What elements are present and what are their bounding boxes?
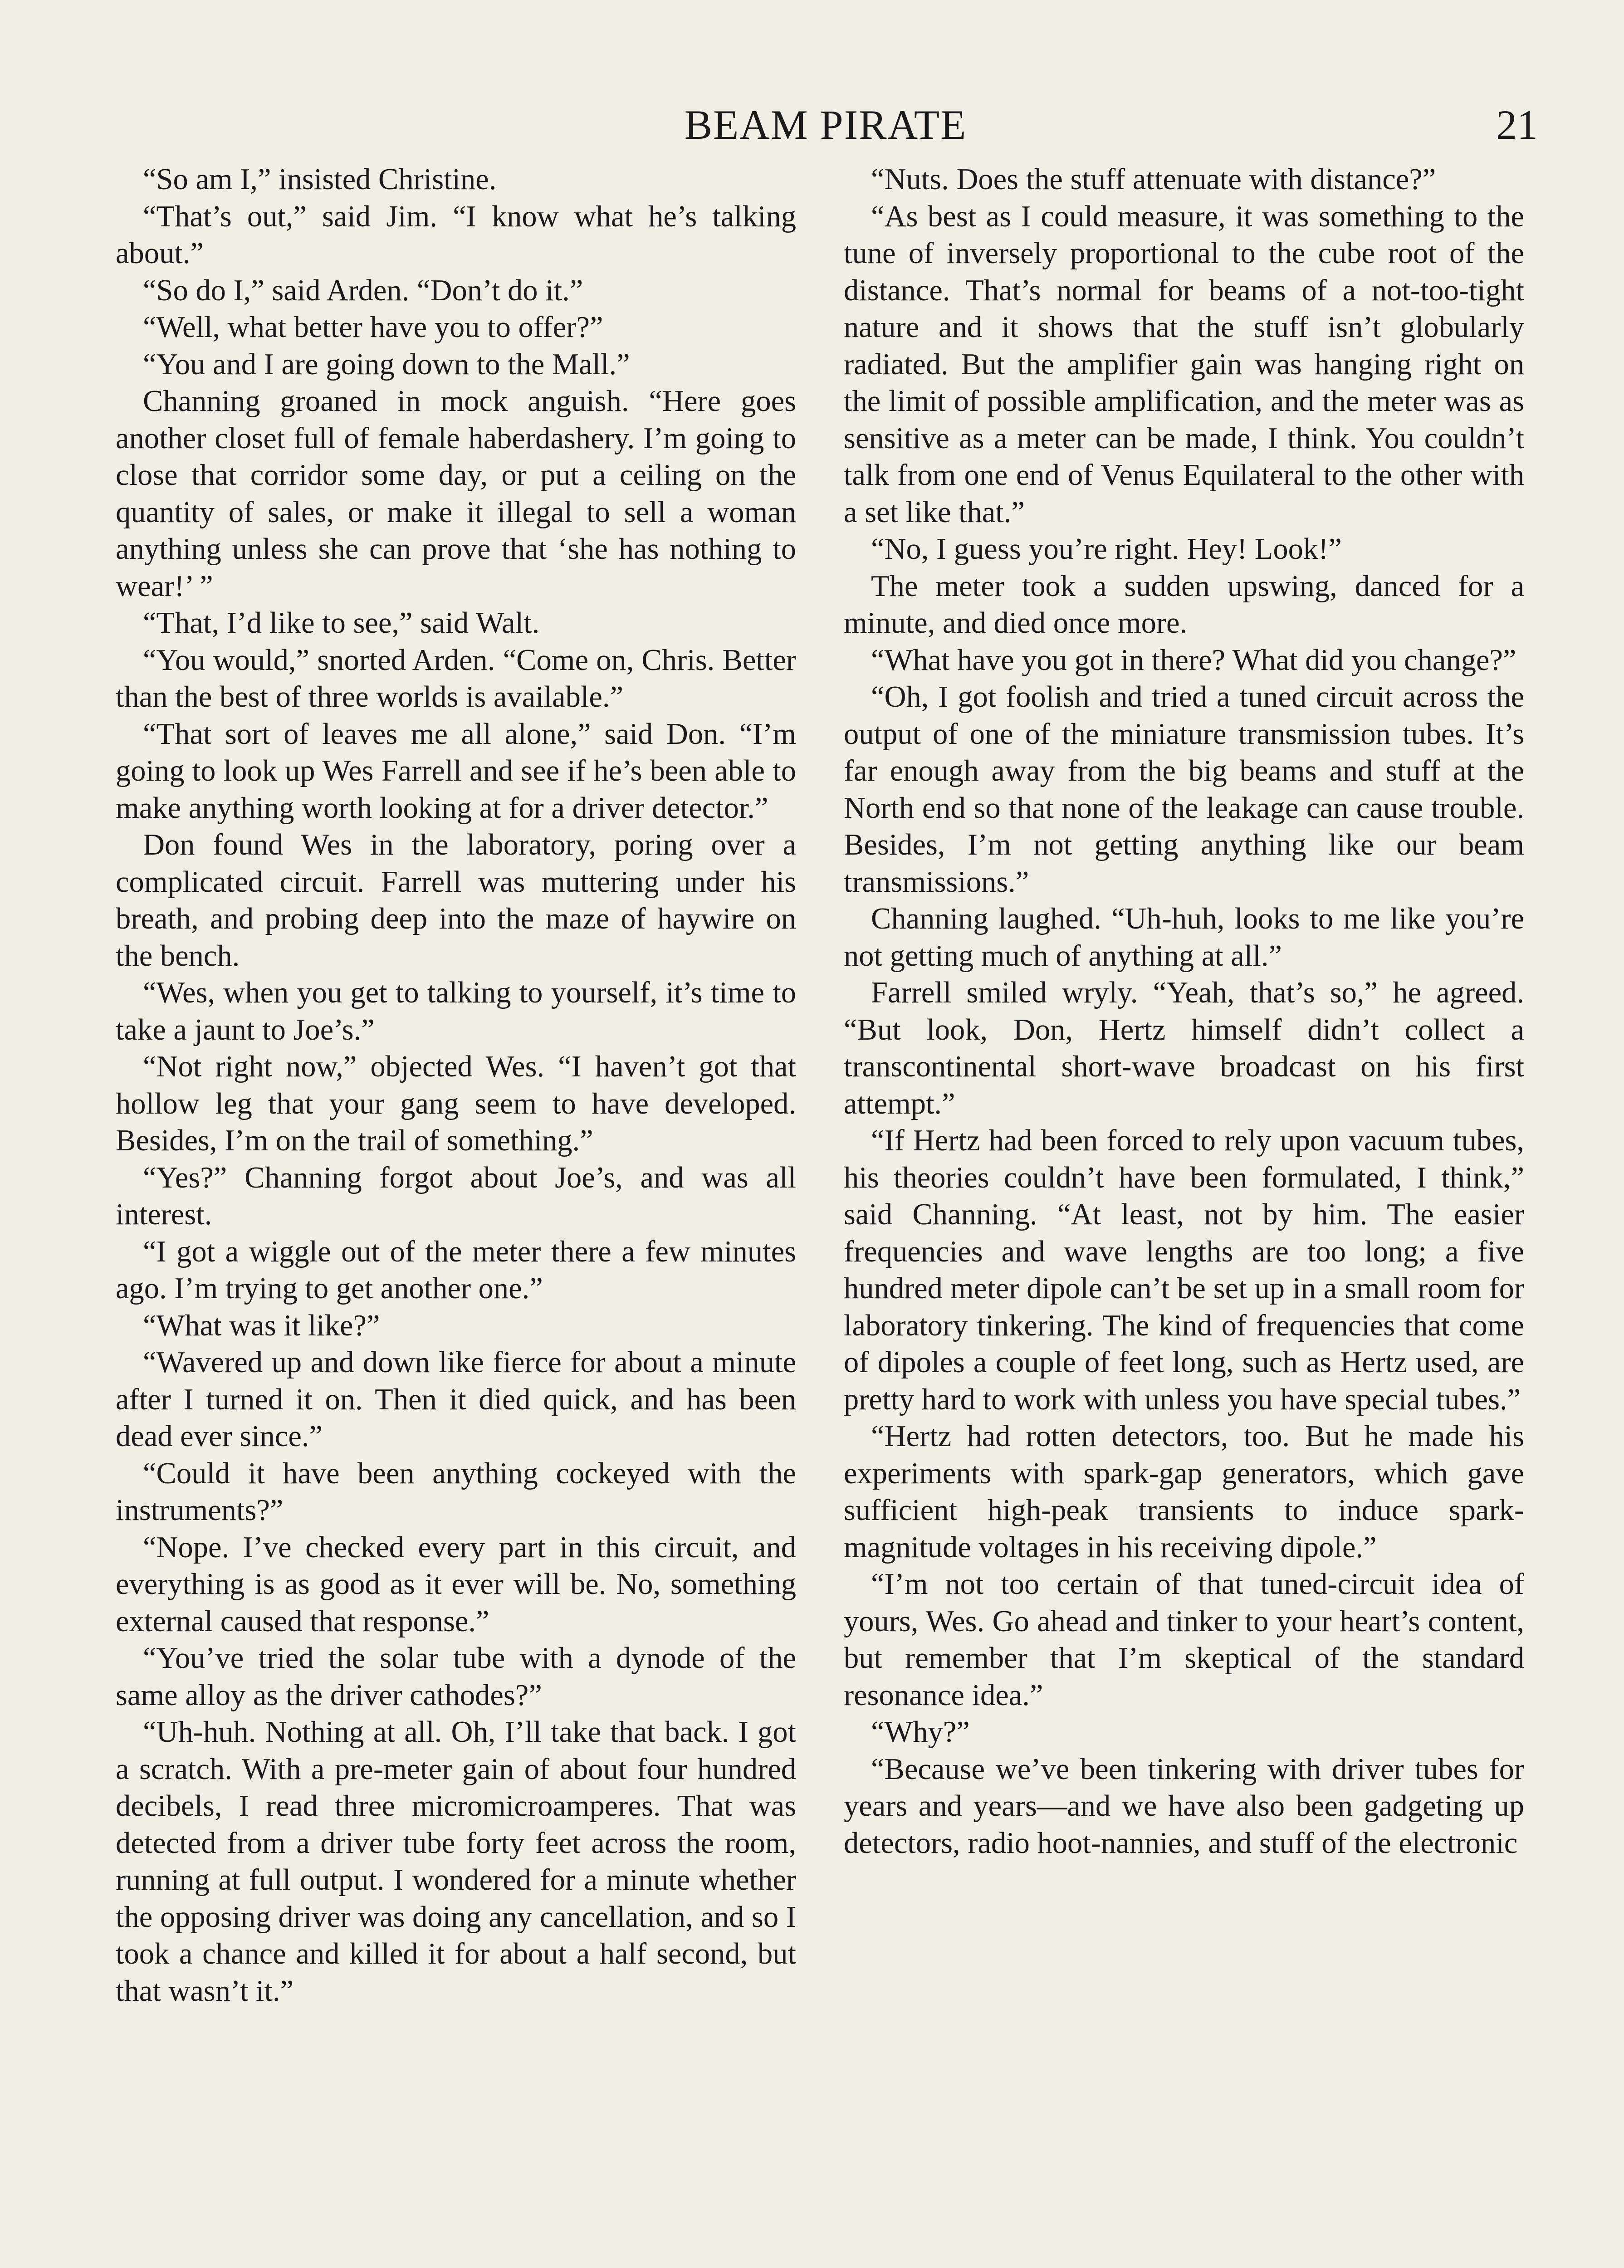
- paragraph: “So am I,” insisted Christine.: [143, 163, 497, 196]
- paragraph: “That sort of leaves me all alone,” said Don. “I’m going to look up Wes Farrell and see if he’s been able to make anything worth looking at for a driver detector.”: [116, 717, 796, 825]
- left-column: [116, 161, 796, 2268]
- paragraph: The meter took a sudden upswing, danced for a minute, and died once more.: [844, 569, 1524, 640]
- paragraph: “I’m not too certain of that tuned-circuit idea of yours, Wes. Go ahead and tinker to your heart’s content, but remember that I’m skeptical of the standard resonance idea.”: [844, 1568, 1524, 1712]
- paragraph: Channing groaned in mock anguish. “Here goes another closet full of female haberdashery. I’m going to close that corridor some day, or put a ceiling on the quantity of sales, or make it illegal to sell a woman anything unless she can prove that ‘she has nothing to wear!’ ”: [116, 385, 796, 603]
- paragraph: “You’ve tried the solar tube with a dynode of the same alloy as the driver cathodes?”: [116, 1642, 796, 1712]
- paragraph: Channing laughed. “Uh-huh, looks to me like you’re not getting much of anything at all.”: [844, 902, 1524, 973]
- paragraph: “Wes, when you get to talking to yourself, it’s time to take a jaunt to Joe’s.”: [116, 976, 796, 1046]
- page-number: 21: [1496, 102, 1538, 148]
- paragraph: “That, I’d like to see,” said Walt.: [143, 606, 540, 640]
- paragraph: “No, I guess you’re right. Hey! Look!”: [871, 533, 1342, 566]
- right-column: [844, 161, 1524, 2268]
- paragraph: “Not right now,” objected Wes. “I haven’t got that hollow leg that your gang seem to have developed. Besides, I’m on the trail of something.”: [116, 1050, 796, 1157]
- paragraph: “Hertz had rotten detectors, too. But he made his experiments with spark-gap generators, which gave sufficient high-peak transients to induce spark-magnitude voltages in his receiving dipole.”: [844, 1420, 1524, 1564]
- paragraph: “What have you got in there? What did you change?”: [871, 643, 1516, 677]
- paragraph: “Why?”: [871, 1716, 970, 1749]
- paragraph: “Yes?” Channing forgot about Joe’s, and was all interest.: [116, 1161, 796, 1231]
- paragraph: “Because we’ve been tinkering with driver tubes for years and years—and we have also been gadgeting up detectors, radio hoot-nannies, and stuff of the electronic: [844, 1752, 1524, 1860]
- page-header: [113, 95, 1538, 154]
- paragraph: “You and I are going down to the Mall.”: [143, 347, 630, 381]
- paragraph: “Nope. I’ve checked every part in this circuit, and everything is as good as it ever will be. No, something external caused that response.”: [116, 1530, 796, 1638]
- paragraph: “Well, what better have you to offer?”: [143, 311, 603, 344]
- paragraph: Farrell smiled wryly. “Yeah, that’s so,” he agreed. “But look, Don, Hertz himself didn’t collect a transcontinental short-wave broadcast on his first attempt.”: [844, 976, 1524, 1120]
- paragraph: “So do I,” said Arden. “Don’t do it.”: [143, 274, 583, 307]
- paragraph: “What was it like?”: [143, 1309, 380, 1342]
- paragraph: “As best as I could measure, it was something to the tune of inversely proportional to the cube root of the distance. That’s normal for beams of a not-too-tight nature and it shows that the stuff isn’t globularly radiated. But the amplifier gain was hanging right on the limit of possible amplification, and the meter was as sensitive as a meter can be made, I think. You couldn’t talk from one end of Venus Equilateral to the other with a set like that.”: [844, 200, 1524, 529]
- paragraph: “That’s out,” said Jim. “I know what he’s talking about.”: [116, 200, 796, 270]
- paragraph: “I got a wiggle out of the meter there a few minutes ago. I’m trying to get another one.”: [116, 1235, 796, 1305]
- paragraph: “Nuts. Does the stuff attenuate with distance?”: [871, 163, 1436, 196]
- paragraph: Don found Wes in the laboratory, poring over a complicated circuit. Farrell was muttering under his breath, and probing deep into the maze of haywire on the bench.: [116, 828, 796, 973]
- paragraph: “You would,” snorted Arden. “Come on, Chris. Better than the best of three worlds is available.”: [116, 643, 796, 714]
- paragraph: “Could it have been anything cockeyed with the instruments?”: [116, 1457, 796, 1527]
- paragraph: “Oh, I got foolish and tried a tuned circuit across the output of one of the miniature transmission tubes. It’s far enough away from the big beams and stuff at the North end so that none of the leakage can cause trouble. Besides, I’m not getting anything like our beam transmissions.”: [844, 680, 1524, 899]
- paragraph: “Wavered up and down like fierce for about a minute after I turned it on. Then it died quick, and has been dead ever since.”: [116, 1346, 796, 1453]
- paragraph: “If Hertz had been forced to rely upon vacuum tubes, his theories couldn’t have been formulated, I think,” said Channing. “At least, not by him. The easier frequencies and wave lengths are too long; a five hundred meter dipole can’t be set up in a small room for laboratory tinkering. The kind of frequencies that come of dipoles a couple of feet long, such as Hertz used, are pretty hard to work with unless you have special tubes.”: [844, 1124, 1524, 1416]
- running-title: BEAM PIRATE: [684, 102, 967, 148]
- paragraph: “Uh-huh. Nothing at all. Oh, I’ll take that back. I got a scratch. With a pre-meter gain of about four hundred decibels, I read three micromicroamperes. That was detected from a driver tube forty feet across the room, running at full output. I wondered for a minute whether the opposing driver was doing any cancellation, and so I took a chance and killed it for about a half second, but that wasn’t it.”: [116, 1716, 796, 2008]
